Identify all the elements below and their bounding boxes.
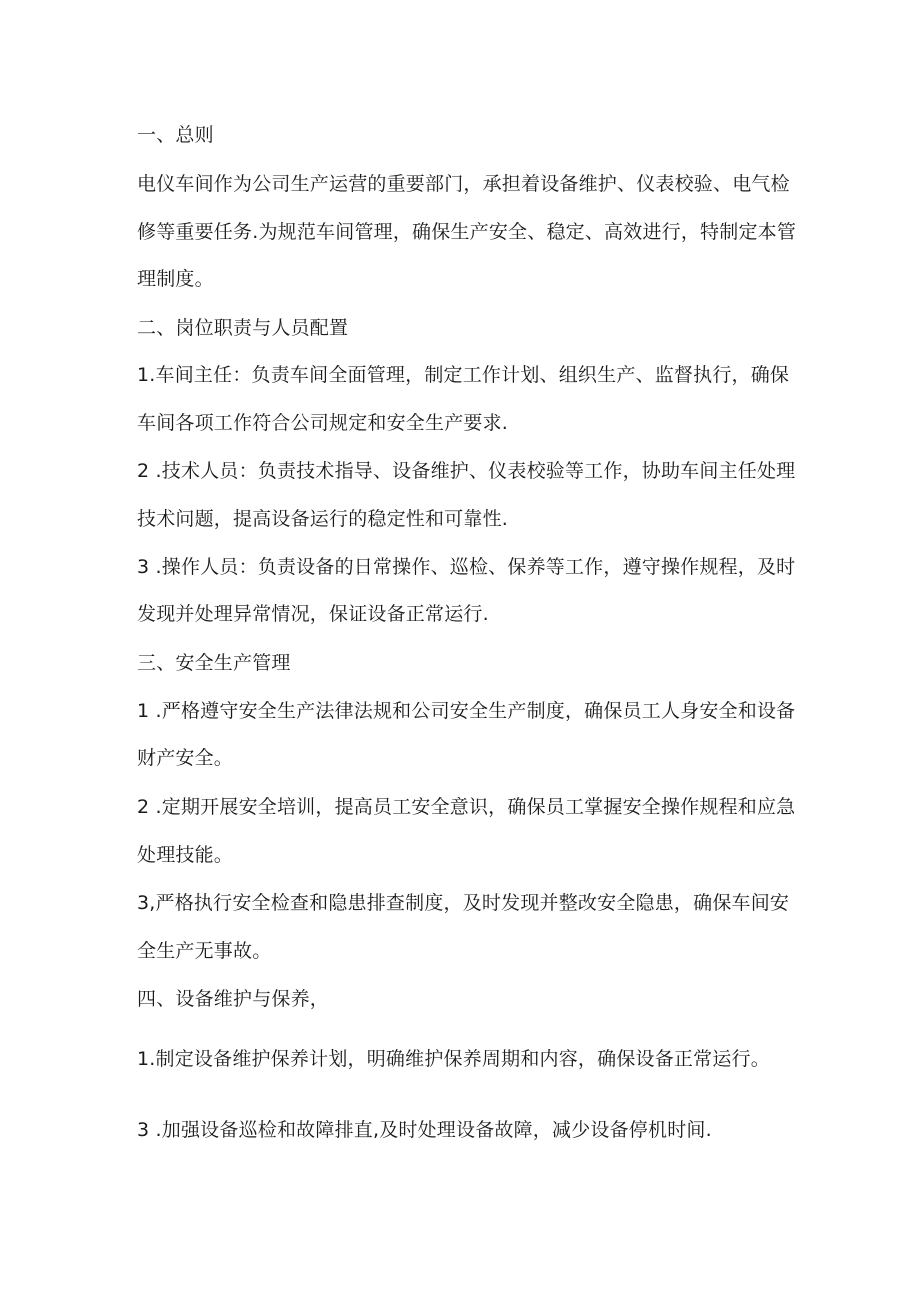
list-item-line: 1.车间主任：负责车间全面管理，制定工作计划、组织生产、监督执行，确保	[137, 364, 790, 386]
paragraph-line: 修等重要任务.为规范车间管理，确保生产安全、稳定、高效进行，特制定本管	[137, 221, 797, 243]
paragraph-line: 电仪车间作为公司生产运营的重要部门，承担着设备维护、仪表校验、电气检	[137, 173, 790, 195]
list-item-line: 3 .加强设备巡检和故障排直,及时处理设备故障，减少设备停机时间.	[137, 1119, 712, 1141]
list-item-line: 技术问题，提高设备运行的稳定性和可靠性.	[137, 508, 509, 530]
paragraph-line: 理制度。	[137, 268, 214, 290]
list-item-line: 车间各项工作符合公司规定和安全生产要求.	[137, 412, 509, 434]
list-item-line: 1 .严格遵守安全生产法律法规和公司安全生产制度，确保员工人身安全和设备	[137, 700, 796, 722]
list-item-line: 发现并处理异常情况，保证设备正常运行.	[137, 603, 489, 625]
list-item-line: 2 .技术人员：负责技术指导、设备维护、仪表校验等工作，协助车间主任处理	[137, 460, 796, 482]
list-item-line: 2 .定期开展安全培训，提高员工安全意识，确保员工掌握安全操作规程和应急	[137, 796, 796, 818]
list-item-line: 全生产无事故。	[137, 940, 272, 962]
list-item-line: 处理技能。	[137, 844, 234, 866]
list-item-line: 3 .操作人员：负责设备的日常操作、巡检、保养等工作，遵守操作规程，及时	[137, 556, 796, 578]
list-item-line: 1.制定设备维护保养计划，明确维护保养周期和内容，确保设备正常运行。	[137, 1048, 770, 1070]
section-heading-maintenance: 四、设备维护与保养，	[137, 988, 330, 1010]
section-heading-general: 一、总则	[137, 124, 214, 146]
section-heading-duties: 二、岗位职责与人员配置	[137, 317, 349, 339]
list-item-line: 财产安全。	[137, 747, 234, 769]
list-item-line: 3,严格执行安全检查和隐患排查制度，及时发现并整改安全隐患，确保车间安	[137, 892, 790, 914]
section-heading-safety: 三、安全生产管理	[137, 652, 291, 674]
